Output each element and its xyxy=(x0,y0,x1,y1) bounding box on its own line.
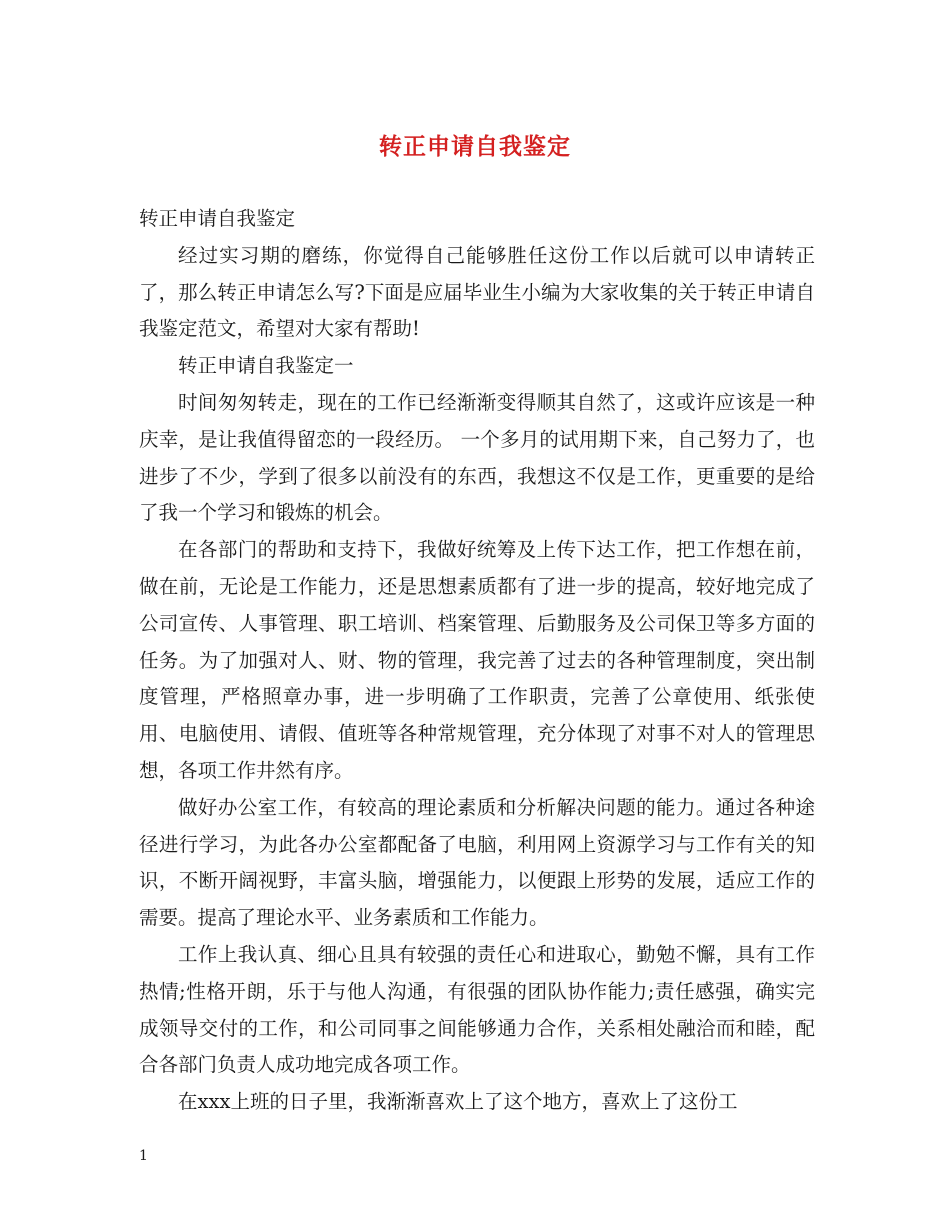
document-title: 转正申请自我鉴定 xyxy=(379,133,571,160)
paragraph: 在各部门的帮助和支持下，我做好统筹及上传下达工作，把工作想在前，做在前，无论是工作能力，还是思想素质都有了进一步的提高，较好地完成了公司宣传、人事管理、职工培训、档案管理、后勤服务及公司保卫等多方面的任务。为了加强对人、财、物的管理，我完善了过去的各种管理制度，突出制度管理，严格照章办事，进一步明确了工作职责，完善了公章使用、纸张使用、电脑使用、请假、值班等各种常规管理，充分体现了对事不对人的管理思想，各项工作井然有序。 xyxy=(139,538,815,782)
paragraph: 转正申请自我鉴定 xyxy=(139,207,296,230)
paragraph: 时间匆匆转走，现在的工作已经渐渐变得顺其自然了，这或许应该是一种庆幸，是让我值得留恋的一段经历。 一个多月的试用期下来，自己努力了，也进步了不少，学到了很多以前没有的东西，我想这不仅是工作，更重要的是给了我一个学习和锻炼的机会。 xyxy=(139,390,815,525)
paragraph: 工作上我认真、细心且具有较强的责任心和进取心，勤勉不懈，具有工作热情;性格开朗，乐于与他人沟通，有很强的团队协作能力;责任感强，确实完成领导交付的工作，和公司同事之间能够通力合作，关系相处融洽而和睦，配合各部门负责人成功地完成各项工作。 xyxy=(139,942,815,1077)
document-body xyxy=(139,201,815,1121)
page-number: 1 xyxy=(139,1148,148,1164)
paragraph: 做好办公室工作，有较高的理论素质和分析解决问题的能力。通过各种途径进行学习，为此各办公室都配备了电脑，利用网上资源学习与工作有关的知识，不断开阔视野，丰富头脑，增强能力，以便跟上形势的发展，适应工作的需要。提高了理论水平、业务素质和工作能力。 xyxy=(139,795,815,930)
section-heading: 转正申请自我鉴定一 xyxy=(178,354,354,378)
paragraph: 在xxx上班的日子里，我渐渐喜欢上了这个地方，喜欢上了这份工 xyxy=(178,1090,738,1114)
paragraph: 经过实习期的磨练，你觉得自己能够胜任这份工作以后就可以申请转正了，那么转正申请怎么写?下面是应届毕业生小编为大家收集的关于转正申请自我鉴定范文，希望对大家有帮助! xyxy=(139,243,815,341)
